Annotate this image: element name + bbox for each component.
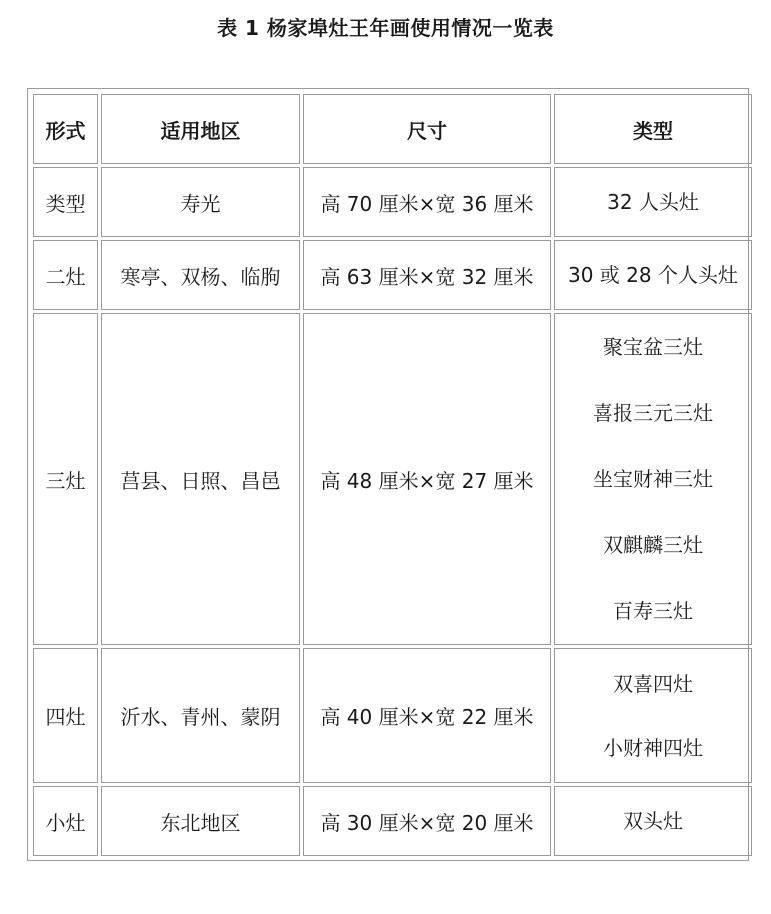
type-item: 32 人头灶 <box>607 190 699 214</box>
size-cell: 高 30 厘米×宽 20 厘米 <box>303 786 551 856</box>
form-cell: 类型 <box>33 167 98 237</box>
type-item: 喜报三元三灶 <box>593 401 713 425</box>
header-size: 尺寸 <box>303 94 551 164</box>
type-item: 百寿三灶 <box>613 599 693 623</box>
table-row <box>33 167 752 237</box>
region-cell: 寿光 <box>101 167 300 237</box>
type-item: 双头灶 <box>623 809 683 833</box>
form-cell: 四灶 <box>33 648 98 783</box>
header-type: 类型 <box>554 94 752 164</box>
size-cell: 高 70 厘米×宽 36 厘米 <box>303 167 551 237</box>
form-cell: 二灶 <box>33 240 98 310</box>
header-row <box>33 94 752 164</box>
form-cell: 三灶 <box>33 313 98 645</box>
type-cell <box>554 313 752 645</box>
region-cell: 莒县、日照、昌邑 <box>101 313 300 645</box>
size-cell: 高 40 厘米×宽 22 厘米 <box>303 648 551 783</box>
type-item: 小财神四灶 <box>603 735 703 760</box>
region-cell: 沂水、青州、蒙阴 <box>101 648 300 783</box>
type-item: 双喜四灶 <box>613 671 693 696</box>
usage-table-frame <box>27 88 749 861</box>
type-cell <box>554 167 752 237</box>
type-cell <box>554 240 752 310</box>
table-row <box>33 313 752 645</box>
form-cell: 小灶 <box>33 786 98 856</box>
table-row <box>33 648 752 783</box>
type-item: 双麒麟三灶 <box>603 533 703 557</box>
size-cell: 高 48 厘米×宽 27 厘米 <box>303 313 551 645</box>
type-item: 30 或 28 个人头灶 <box>568 263 738 287</box>
type-cell <box>554 648 752 783</box>
region-cell: 东北地区 <box>101 786 300 856</box>
type-item: 聚宝盆三灶 <box>603 335 703 359</box>
table-row <box>33 786 752 856</box>
region-cell: 寒亭、双杨、临朐 <box>101 240 300 310</box>
header-region: 适用地区 <box>101 94 300 164</box>
usage-table <box>30 91 755 859</box>
type-cell <box>554 786 752 856</box>
table-row <box>33 240 752 310</box>
header-form: 形式 <box>33 94 98 164</box>
type-item: 坐宝财神三灶 <box>593 467 713 491</box>
size-cell: 高 63 厘米×宽 32 厘米 <box>303 240 551 310</box>
table-title: 表 1 杨家埠灶王年画使用情况一览表 <box>217 16 554 40</box>
